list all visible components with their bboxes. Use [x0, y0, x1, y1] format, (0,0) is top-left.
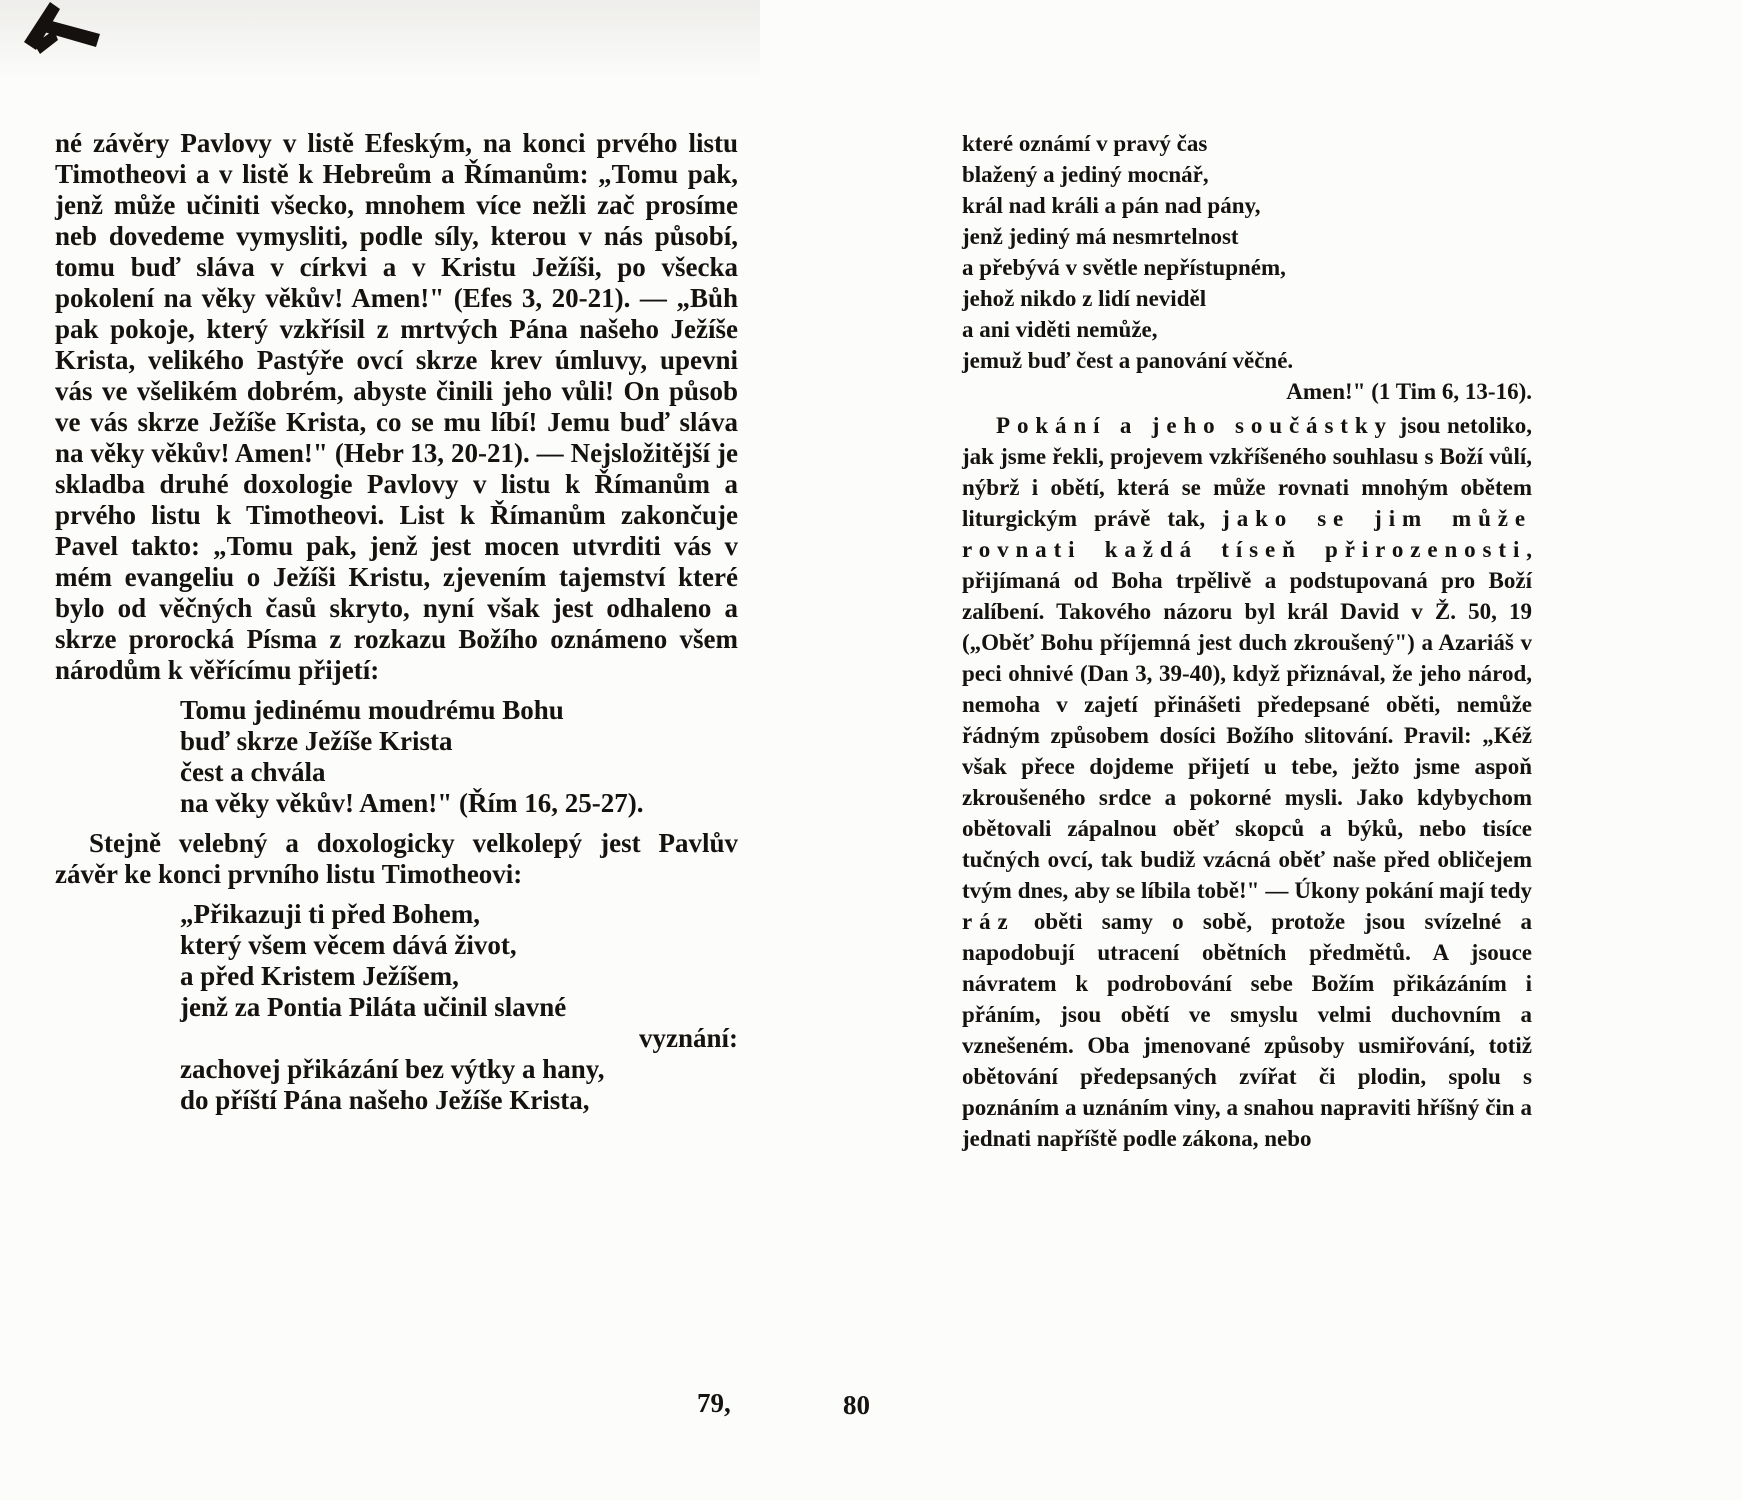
body-text: oběti samy o sobě, protože jsou svízelné a napodobují utracení obětních předmětů. A jsouce návratem k podrobování sebe Božím přikázáním i přáním, jsou obětí ve smyslu velmi duchovním a vznešeném. Oba jmenované způsoby usmiřování, totiž obětování předepsaných zvířat či plodin, spolu s poznáním a uznáním viny, a snahou napraviti hříšný čin a jednati napříště podle zákona, nebo: [962, 909, 1532, 1151]
page-79: [55, 128, 738, 1125]
verse-line: blažený a jediný mocnář,: [962, 162, 1209, 187]
body-text: Stejně velebný a doxologicky velkolepý jest Pavlův závěr ke konci prvního listu Timotheovi:: [55, 828, 738, 889]
verse-block: [180, 899, 738, 1116]
verse-line: král nad králi a pán nad pány,: [962, 193, 1261, 218]
verse-block: [180, 695, 738, 819]
paragraph: [962, 410, 1532, 1154]
verse-line: jehož nikdo z lidí neviděl: [962, 286, 1207, 311]
verse-line: jenž za Pontia Piláta učinil slavné: [180, 992, 567, 1022]
verse-line: jemuž buď čest a panování věčné.: [962, 348, 1294, 373]
body-text: né závěry Pavlovy v listě Efeským, na konci prvého listu Timotheovi a v listě k Hebreům a Římanům: „Tomu pak, jenž může učiniti všecko, mnohem více nežli zač prosíme neb dovedeme vymysliti, podle síly, kterou v nás působí, tomu buď sláva v církvi a v Kristu Ježíši, po všecka pokolení na věky věkův! Amen!" (Efes 3, 20-21). — „Bůh pak pokoje, který vzkřísil z mrtvých Pána našeho Ježíše Krista, velikého Pastýře ovcí skrze krev úmluvy, upevni vás ve všelikém dobrém, abyste činili jeho vůli! On působ ve vás skrze Ježíše Krista, co se mu líbí! Jemu buď sláva na věky věkův! Amen!" (Hebr 13, 20-21). — Nejsložitější je skladba druhé doxologie Pavlovy v listu k Římanům a prvého listu k Timotheovi. List k Římanům zakončuje Pavel takto: „Tomu pak, jenž jest mocen utvrditi vás v mém evangeliu o Ježíši Kristu, zjevením tajemství které bylo od věčných časů skryto, nyní však jest odhaleno a skrze prorocká Písma z rozkazu Božího oznámeno všem národům k věřícímu přijetí:: [55, 128, 738, 685]
verse-line: Amen!" (1 Tim 6, 13-16).: [1286, 379, 1532, 404]
verse-line: do příští Pána našeho Ježíše Krista,: [180, 1085, 590, 1115]
paragraph: [55, 828, 738, 890]
ink-smudge-icon: [20, 0, 104, 67]
scan-noise: [0, 0, 760, 80]
body-text: jsou netoliko, jak jsme řekli, projevem vzkříšeného souhlasu s Boží vůlí, nýbrž i obětí, která se může rovnati mnohým obětem liturgickým právě tak,: [962, 413, 1533, 531]
verse-line: „Přikazuji ti před Bohem,: [180, 899, 480, 929]
page-number-79: 79,: [697, 1388, 731, 1418]
verse-line: jenž jediný má nesmrtelnost: [962, 224, 1239, 249]
verse-line: vyznání:: [638, 1023, 738, 1053]
body-text: , přijímaná od Boha trpělivě a podstupovaná pro Boží zalíbení. Takového názoru byl král David v Ž. 50, 19 („Oběť Bohu příjemná jest duch zkroušený") a Azariáš v peci ohnivé (Dan 3, 39-40), když přiznával, že jeho národ, nemoha v zajetí přinášeti předepsané oběti, nemůže řádným způsobem dosíci Božího slitování. Pravil: „Kéž však přece dojdeme přijetí u tebe, ježto jsme aspoň zkroušeného srdce a pokorné mysli. Jako kdybychom obětovali zápalnou oběť skopců a býků, nebo tisíce tučných ovcí, tak budiž vzácná oběť naše před obličejem tvým dnes, aby se líbila tobě!" — Úkony pokání mají tedy: [962, 537, 1532, 903]
verse-block: [962, 128, 1532, 407]
verse-line: a ani viděti nemůže,: [962, 317, 1158, 342]
verse-line: na věky věkův! Amen!" (Řím 16, 25-27).: [180, 788, 644, 818]
emphasized-text: ráz: [962, 909, 1015, 934]
emphasized-text: Pokání a jeho součástky: [996, 413, 1393, 438]
emphasized-text: jako se jim může rovnati každá tíseň přirozenosti: [962, 506, 1532, 562]
verse-line: buď skrze Ježíše Krista: [180, 726, 453, 756]
page-number-80: 80: [843, 1390, 870, 1420]
page-80: [962, 128, 1532, 1154]
verse-line: čest a chvála: [180, 757, 326, 787]
paragraph: [55, 128, 738, 686]
verse-line: a přebývá v světle nepřístupném,: [962, 255, 1286, 280]
verse-line: a před Kristem Ježíšem,: [180, 961, 459, 991]
verse-line: které oznámí v pravý čas: [962, 131, 1208, 156]
verse-line: který všem věcem dává život,: [180, 930, 517, 960]
verse-line: zachovej přikázání bez výtky a hany,: [180, 1054, 605, 1084]
verse-line: Tomu jedinému moudrému Bohu: [180, 695, 564, 725]
